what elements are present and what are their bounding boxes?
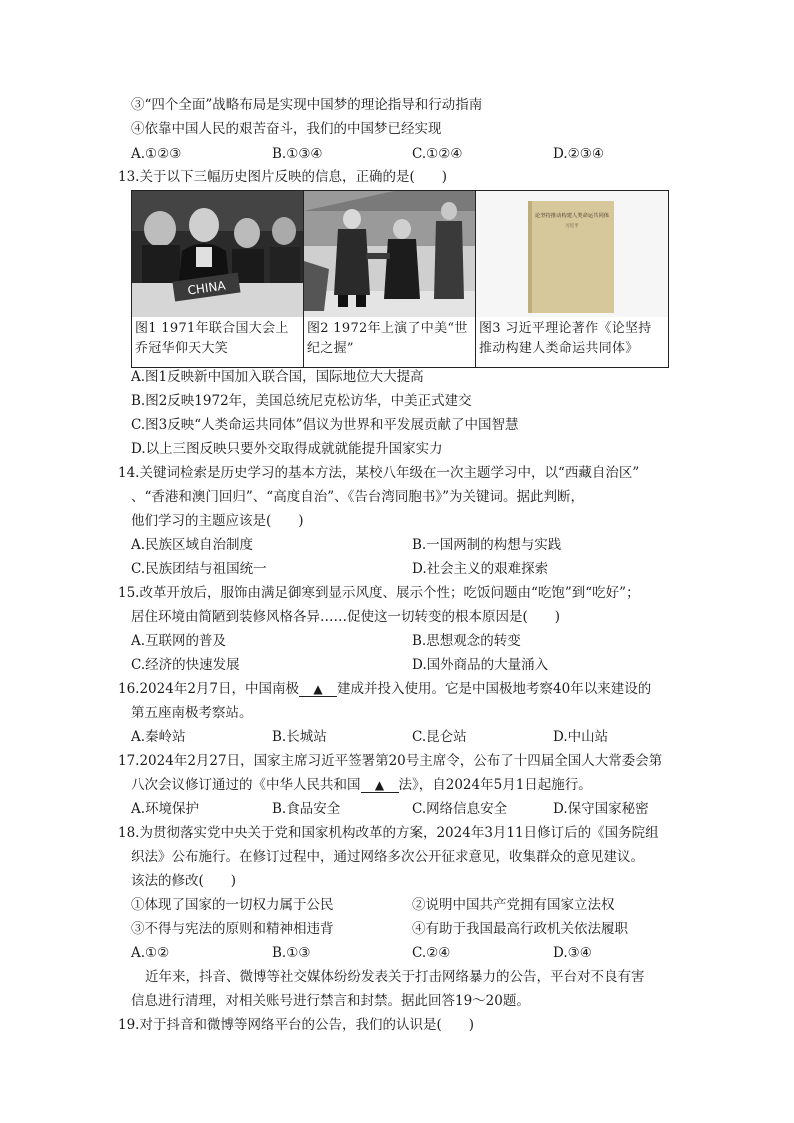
q14-option-a: A.民族区域自治制度 <box>131 537 254 553</box>
material-line1: 近年来，抖音、微博等社交媒体纷纷发表关于打击网络暴力的公告，平台对不良有害 <box>145 969 645 985</box>
q17-blank: ▲ <box>361 778 399 793</box>
question-13-stem: 13.关于以下三幅历史图片反映的信息，正确的是( ) <box>118 169 448 185</box>
q17-option-d: D.保守国家秘密 <box>553 801 649 817</box>
figure-3-caption-line2: 推动构建人类命运共同体》 <box>479 341 639 356</box>
figure-1-photo <box>132 191 303 317</box>
q17-option-b: B.食品安全 <box>272 801 341 817</box>
q15-line2: 居住环境由简陋到装修风格各异……促使这一切转变的根本原因是( ) <box>131 609 561 625</box>
q19-stem: 19.对于抖音和微博等网络平台的公告，我们的认识是( ) <box>118 1017 475 1033</box>
q16-blank: ▲ <box>299 682 337 697</box>
q13-option-d: D.以上三图反映只要外交取得成就就能提升国家实力 <box>131 441 443 457</box>
china-sign-text: CHINA <box>186 278 227 298</box>
q17-line1: 17.2024年2月27日，国家主席习近平签署第20号主席令，公布了十四届全国人大常委会第 <box>118 753 663 769</box>
q18-line1: 18.为贯彻落实党中央关于党和国家机构改革的方案，2024年3月11日修订后的《国务院组 <box>118 825 659 841</box>
figure-3-caption <box>476 317 668 359</box>
q18-line3: 该法的修改( ) <box>131 873 237 889</box>
q15-option-c: C.经济的快速发展 <box>131 657 240 673</box>
q18-item-3: ③不得与宪法的原则和精神相违背 <box>131 921 334 937</box>
option-c: C.①②④ <box>412 146 463 162</box>
q16-option-c: C.昆仑站 <box>412 729 467 745</box>
q13-option-a: A.图1反映新中国加入联合国，国际地位大大提高 <box>131 369 424 385</box>
q14-line3: 他们学习的主题应该是( ) <box>131 513 304 529</box>
figure-1-caption-line1: 图1 1971年联合国大会上 <box>135 321 289 336</box>
option-a: A.①②③ <box>131 146 182 162</box>
q16-text-b: 建成并投入使用。它是中国极地考察40年以来建设的 <box>337 681 652 697</box>
q18-option-c: C.②④ <box>412 945 451 961</box>
q18-item-2: ②说明中国共产党拥有国家立法权 <box>412 897 615 913</box>
q14-line2: 、“香港和澳门回归”、“高度自治”、《告台湾同胞书》”为关键词。据此判断， <box>131 489 585 505</box>
q14-option-b: B.一国两制的构想与实践 <box>412 537 562 553</box>
statement-3: ③“四个全面”战略布局是实现中国梦的理论指导和行动指南 <box>131 97 483 113</box>
handshake-photo <box>304 191 475 317</box>
option-b: B.①③④ <box>272 146 323 162</box>
q16-line1 <box>118 680 651 698</box>
q14-option-d: D.社会主义的艰难探索 <box>412 561 549 577</box>
q15-line1: 15.改革开放后，服饰由满足御寒到显示风度、展示个性；吃饭问题由“吃饱”到“吃好”； <box>118 585 640 601</box>
figure-2-caption-line1: 图2 1972年上演了中美“世 <box>307 321 468 336</box>
book-cover-image <box>476 191 668 317</box>
q15-option-b: B.思想观念的转变 <box>412 633 521 649</box>
q13-option-c: C.图3反映“人类命运共同体”倡议为世界和平发展贡献了中国智慧 <box>131 417 519 433</box>
figure-table <box>131 190 669 368</box>
q17-option-c: C.网络信息安全 <box>412 801 508 817</box>
figure-3-photo <box>476 191 668 317</box>
figure-2-cell <box>304 191 476 368</box>
figure-2-caption <box>304 317 475 359</box>
q13-option-b: B.图2反映1972年，美国总统尼克松访华，中美正式建交 <box>131 393 472 409</box>
figure-1-cell <box>132 191 304 368</box>
figure-1-caption-line2: 乔冠华仰天大笑 <box>135 341 229 356</box>
q17-option-a: A.环境保护 <box>131 801 200 817</box>
q18-item-4: ④有助于我国最高行政机关依法履职 <box>412 921 628 937</box>
q16-option-b: B.长城站 <box>272 729 327 745</box>
figure-1-caption <box>132 317 303 359</box>
un-assembly-photo <box>132 191 303 317</box>
material-line2: 信息进行清理，对相关账号进行禁言和封禁。据此回答19～20题。 <box>131 993 530 1009</box>
q18-item-1: ①体现了国家的一切权力属于公民 <box>131 897 334 913</box>
book-title: 论坚持推动构建人类命运共同体 <box>534 213 610 219</box>
q15-option-d: D.国外商品的大量涌入 <box>412 657 549 673</box>
q16-line2: 第五座南极考察站。 <box>131 705 253 721</box>
figure-3-caption-line1: 图3 习近平理论著作《论坚持 <box>479 321 652 336</box>
q17-text-b: 法》，自2024年5月1日起施行。 <box>398 777 592 793</box>
q18-option-b: B.①③ <box>272 945 311 961</box>
q18-line2: 织法》公布施行。在修订过程中，通过网络多次公开征求意见，收集群众的意见建议。 <box>131 849 644 865</box>
q16-option-d: D.中山站 <box>553 729 609 745</box>
q17-line2 <box>131 776 592 794</box>
option-d: D.②③④ <box>553 146 604 162</box>
figure-2-caption-line2: 纪之握” <box>307 341 354 356</box>
figure-3-cell <box>476 191 669 368</box>
q15-option-a: A.互联网的普及 <box>131 633 227 649</box>
q16-option-a: A.秦岭站 <box>131 729 186 745</box>
q14-line1: 14.关键词检索是历史学习的基本方法，某校八年级在一次主题学习中，以“西藏自治区” <box>118 465 640 481</box>
q18-option-d: D.③④ <box>553 945 592 961</box>
statement-4: ④依靠中国人民的艰苦奋斗，我们的中国梦已经实现 <box>131 121 442 137</box>
q16-text-a: 16.2024年2月7日，中国南极 <box>118 681 300 697</box>
q14-option-c: C.民族团结与祖国统一 <box>131 561 267 577</box>
q17-text-a: 八次会议修订通过的《中华人民共和国 <box>131 777 361 793</box>
q18-option-a: A.①② <box>131 945 170 961</box>
figure-2-photo <box>304 191 475 317</box>
book-author: 习近平 <box>565 224 579 229</box>
